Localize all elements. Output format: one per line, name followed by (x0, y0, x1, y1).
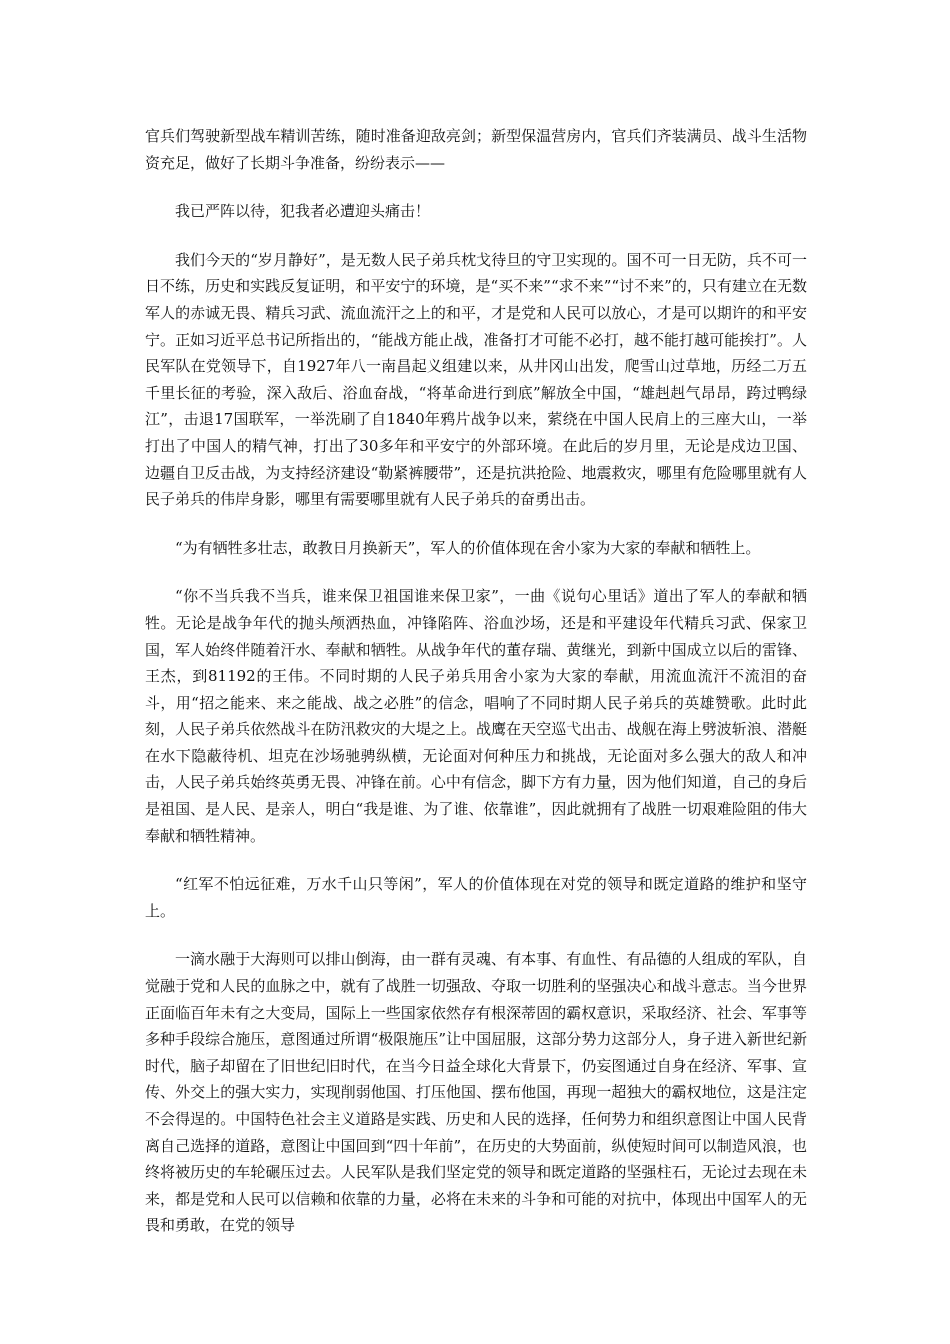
paragraph-7: 一滴水融于大海则可以排山倒海，由一群有灵魂、有本事、有血性、有品德的人组成的军队，自觉融于党和人民的血脉之中，就有了战胜一切强敌、夺取一切胜利的坚强决心和战斗意志。当今世界正面临百年未有之大变局，国际上一些国家依然存有根深蒂固的霸权意识，采取经济、社会、军事等多种手段综合施压，意图通过所谓“极限施压”让中国屈服，这部分势力这部分人，身子进入新世纪新时代，脑子却留在了旧世纪旧时代，在当今日益全球化大背景下，仍妄图通过自身在经济、军事、宣传、外交上的强大实力，实现削弱他国、打压他国、摆布他国，再现一超独大的霸权地位，这是注定不会得逞的。中国特色社会主义道路是实践、历史和人民的选择，任何势力和组织意图让中国人民背离自己选择的道路，意图让中国回到“四十年前”，在历史的大势面前，纵使短时间可以制造风浪，也终将被历史的车轮碾压过去。人民军队是我们坚定党的领导和既定道路的坚强柱石，无论过去现在未来，都是党和人民可以信赖和依靠的力量，必将在未来的斗争和可能的对抗中，体现出中国军人的无畏和勇敢，在党的领导 (145, 950, 807, 1235)
paragraph-5: “你不当兵我不当兵，谁来保卫祖国谁来保卫家”，一曲《说句心里话》道出了军人的奉献和牺牲。无论是战争年代的抛头颅洒热血，冲锋陷阵、浴血沙场，还是和平建设年代精兵习武、保家卫国，军人始终伴随着汗水、奉献和牺牲。从战争年代的董存瑞、黄继光，到新中国成立以后的雷锋、王杰，到81192的王伟。不同时期的人民子弟兵用舍小家为大家的奉献，用流血流汗不流泪的奋斗，用“招之能来、来之能战、战之必胜”的信念，唱响了不同时期人民子弟兵的英雄赞歌。此时此刻，人民子弟兵依然战斗在防汛救灾的大堤之上。战鹰在天空巡弋出击、战舰在海上劈波斩浪、潜艇在水下隐蔽待机、坦克在沙场驰骋纵横，无论面对何种压力和挑战，无论面对多么强大的敌人和冲击，人民子弟兵始终英勇无畏、冲锋在前。心中有信念，脚下方有力量，因为他们知道，自己的身后是祖国、是人民、是亲人，明白“我是谁、为了谁、依靠谁”，因此就拥有了战胜一切艰难险阻的伟大奉献和牺牲精神。 (145, 587, 807, 845)
paragraph-spacer (145, 561, 807, 583)
paragraph-spacer (145, 225, 807, 247)
paragraph-2: 我已严阵以待，犯我者必遭迎头痛击！ (175, 202, 431, 221)
paragraph-spacer (145, 513, 807, 535)
paragraph-spacer (145, 176, 807, 198)
paragraph-spacer (145, 849, 807, 871)
document-page (145, 123, 807, 1239)
paragraph-3: 我们今天的“岁月静好”，是无数人民子弟兵枕戈待旦的守卫实现的。国不可一日无防，兵不可一日不练，历史和实践反复证明，和平安宁的环境，是“买不来”“求不来”“讨不来”的，只有建立在无数军人的赤诚无畏、精兵习武、流血流汗之上的和平，才是党和人民可以放心，才是可以期许的和平安宁。正如习近平总书记所指出的，“能战方能止战，准备打才可能不必打，越不能打越可能挨打”。人民军队在党领导下，自1927年八一南昌起义组建以来，从井冈山出发，爬雪山过草地，历经二万五千里长征的考验，深入敌后、浴血奋战，“将革命进行到底”解放全中国，“雄赳赳气昂昂，跨过鸭绿江”，击退17国联军，一举洗刷了自1840年鸦片战争以来，萦绕在中国人民肩上的三座大山，一举打出了中国人的精气神，打出了30多年和平安宁的外部环境。在此后的岁月里，无论是戍边卫国、边疆自卫反击战，为支持经济建设“勒紧裤腰带”，还是抗洪抢险、地震救灾，哪里有危险哪里就有人民子弟兵的伟岸身影，哪里有需要哪里就有人民子弟兵的奋勇出击。 (145, 250, 807, 509)
paragraph-spacer (145, 924, 807, 946)
paragraph-6: “红军不怕远征难，万水千山只等闲”，军人的价值体现在对党的领导和既定道路的维护和坚守上。 (145, 875, 807, 920)
paragraph-4: “为有牺牲多壮志，敢教日月换新天”，军人的价值体现在舍小家为大家的奉献和牺牲上。 (175, 538, 761, 557)
paragraph-1: 官兵们驾驶新型战车精训苦练，随时准备迎敌亮剑；新型保温营房内，官兵们齐装满员、战斗生活物资充足，做好了长期斗争准备，纷纷表示—— (145, 127, 807, 172)
